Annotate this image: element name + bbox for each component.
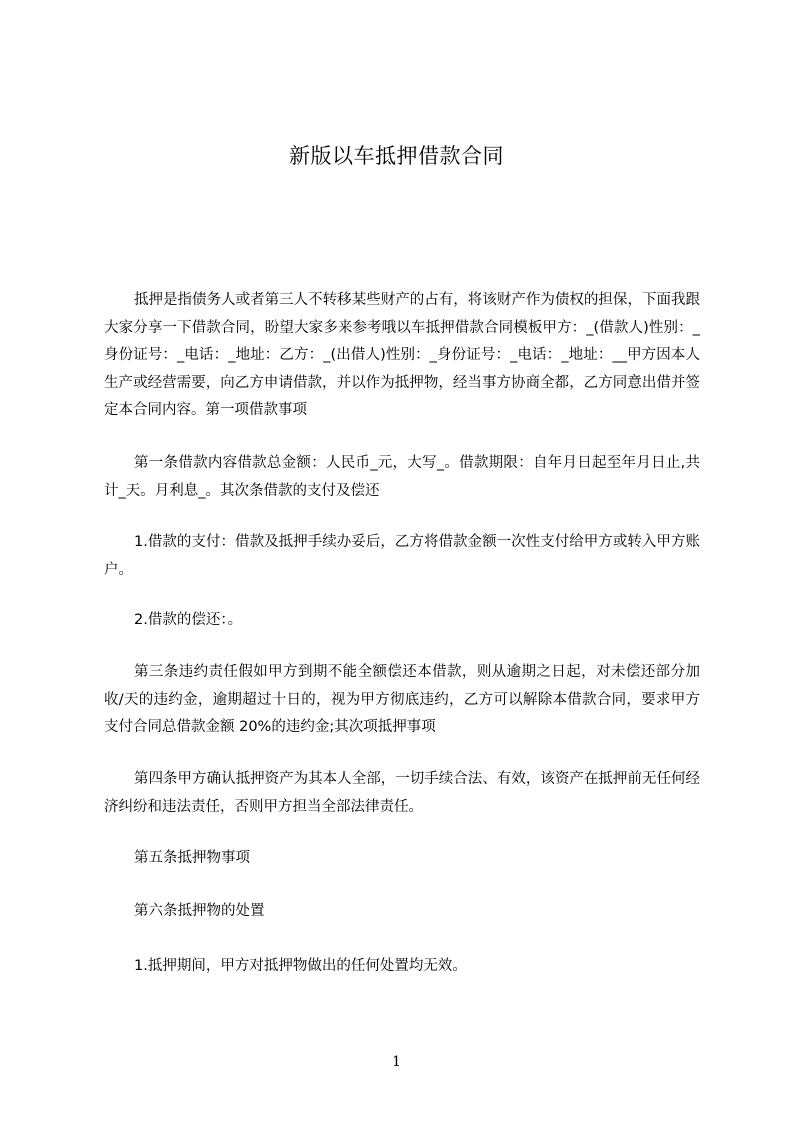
paragraph-payment: 1.借款的支付：借款及抵押手续办妥后，乙方将借款金额一次性支付给甲方或转入甲方账户。 [104, 534, 700, 578]
paragraph-article-5: 第五条抵押物事项 [134, 850, 250, 866]
paragraph-repayment: 2.借款的偿还：。 [134, 612, 243, 628]
paragraph-article-4: 第四条甲方确认抵押资产为其本人全部，一切手续合法、有效，该资产在抵押前无任何经济纠纷和违法责任，否则甲方担当全部法律责任。 [104, 771, 700, 815]
paragraph-disposal-1: 1.抵押期间，甲方对抵押物做出的任何处置均无效。 [134, 958, 467, 974]
paragraph-article-1: 第一条借款内容借款总金额：人民币_元，大写_。借款期限：自年月日起至年月日止,共计_天。月利息_。其次条借款的支付及偿还 [104, 455, 700, 499]
paragraph-article-3: 第三条违约责任假如甲方到期不能全额偿还本借款，则从逾期之日起，对未偿还部分加收/天的违约金，逾期超过十日的，视为甲方彻底违约，乙方可以解除本借款合同，要求甲方支付合同总借款金额 20%的违约金;其次项抵押事项 [104, 664, 700, 735]
paragraph-intro: 抵押是指债务人或者第三人不转移某些财产的占有，将该财产作为债权的担保，下面我跟大家分享一下借款合同，盼望大家多来参考哦以车抵押借款合同模板甲方：_(借款人)性别：_身份证号：_电话：_地址：乙方：_(出借人)性别：_身份证号：_电话：_地址：__甲方因本人生产或经营需要，向乙方申请借款，并以作为抵押物，经当事方协商全都，乙方同意出借并签定本合同内容。第一项借款事项 [104, 292, 700, 418]
page-number: 1 [392, 1054, 401, 1070]
paragraph-article-6: 第六条抵押物的处置 [134, 903, 265, 919]
document-title: 新版以车抵押借款合同 [289, 144, 504, 168]
